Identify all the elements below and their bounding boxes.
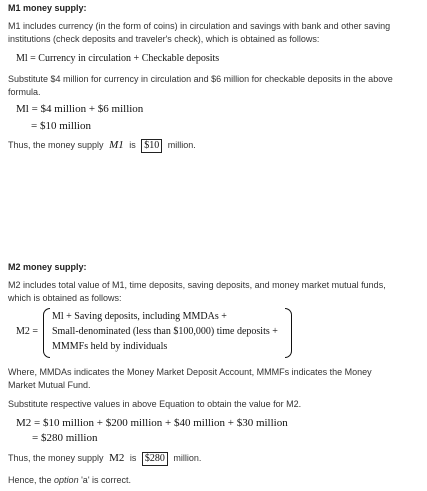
m1-result-is: is (129, 140, 136, 150)
m2-calc-line-2: = $280 million (32, 432, 98, 444)
m2-result-is: is (129, 453, 137, 463)
m2-formula (8, 307, 308, 359)
m2-result-suffix: million. (173, 453, 202, 463)
conclusion-option-word: option (54, 475, 79, 485)
m2-where-line-1: Where, MMDAs indicates the Money Market Deposit Account, MMMFs indicates the Money (8, 367, 372, 377)
m1-substitution (8, 73, 423, 99)
m1-substitution-line-1: Substitute $4 million for currency in circulation and $6 million for checkable deposits in the above (8, 74, 393, 84)
m1-result-variable: M1 (109, 139, 124, 151)
m2-formula-left-paren (43, 308, 50, 358)
m2-formula-right-paren (285, 308, 292, 358)
m1-definition (8, 20, 423, 46)
m1-substitution-line-2: formula. (8, 87, 41, 97)
m1-calc-line-1: Ml = $4 million + $6 million (16, 103, 144, 115)
m1-result-value-box: $10 (141, 139, 162, 153)
m2-formula-lhs: M2 = (16, 326, 39, 337)
m2-definition-line-1: M2 includes total value of M1, time deposits, saving deposits, and money market mutual funds, (8, 280, 386, 290)
m1-heading: M1 money supply: (8, 3, 87, 13)
m2-where-line-2: Market Mutual Fund. (8, 380, 91, 390)
m1-calc-line-2: = $10 million (31, 120, 91, 132)
m2-heading: M2 money supply: (8, 262, 87, 272)
conclusion-suffix: 'a' is correct. (81, 475, 132, 485)
m2-result (8, 452, 201, 466)
m1-result (8, 139, 196, 153)
conclusion-prefix: Hence, the (8, 475, 52, 485)
m2-formula-terms (52, 309, 278, 354)
m1-definition-line-2: institutions (check deposits and traveler's check), which is obtained as follows: (8, 34, 320, 44)
m2-formula-term-3: MMMFs held by individuals (52, 341, 168, 352)
m2-calc-line-1: M2 = $10 million + $200 million + $40 million + $30 million (16, 417, 288, 429)
m1-result-prefix: Thus, the money supply (8, 140, 104, 150)
m2-where (8, 366, 423, 392)
m2-substitution: Substitute respective values in above Equation to obtain the value for M2. (8, 399, 302, 409)
m2-result-variable: M2 (109, 452, 125, 464)
m2-formula-term-2: Small-denominated (less than $100,000) time deposits + (52, 326, 278, 337)
m2-result-prefix: Thus, the money supply (8, 453, 104, 463)
m2-definition-line-2: which is obtained as follows: (8, 293, 122, 303)
m2-definition (8, 279, 423, 305)
m1-definition-line-1: M1 includes currency (in the form of coins) in circulation and savings with bank and other saving (8, 21, 391, 31)
m1-result-suffix: million. (167, 140, 196, 150)
m2-result-value-box: $280 (142, 452, 168, 466)
m2-formula-term-1: Ml + Saving deposits, including MMDAs + (52, 311, 227, 322)
conclusion (8, 474, 131, 487)
m1-formula: Ml = Currency in circulation + Checkable deposits (16, 53, 220, 64)
